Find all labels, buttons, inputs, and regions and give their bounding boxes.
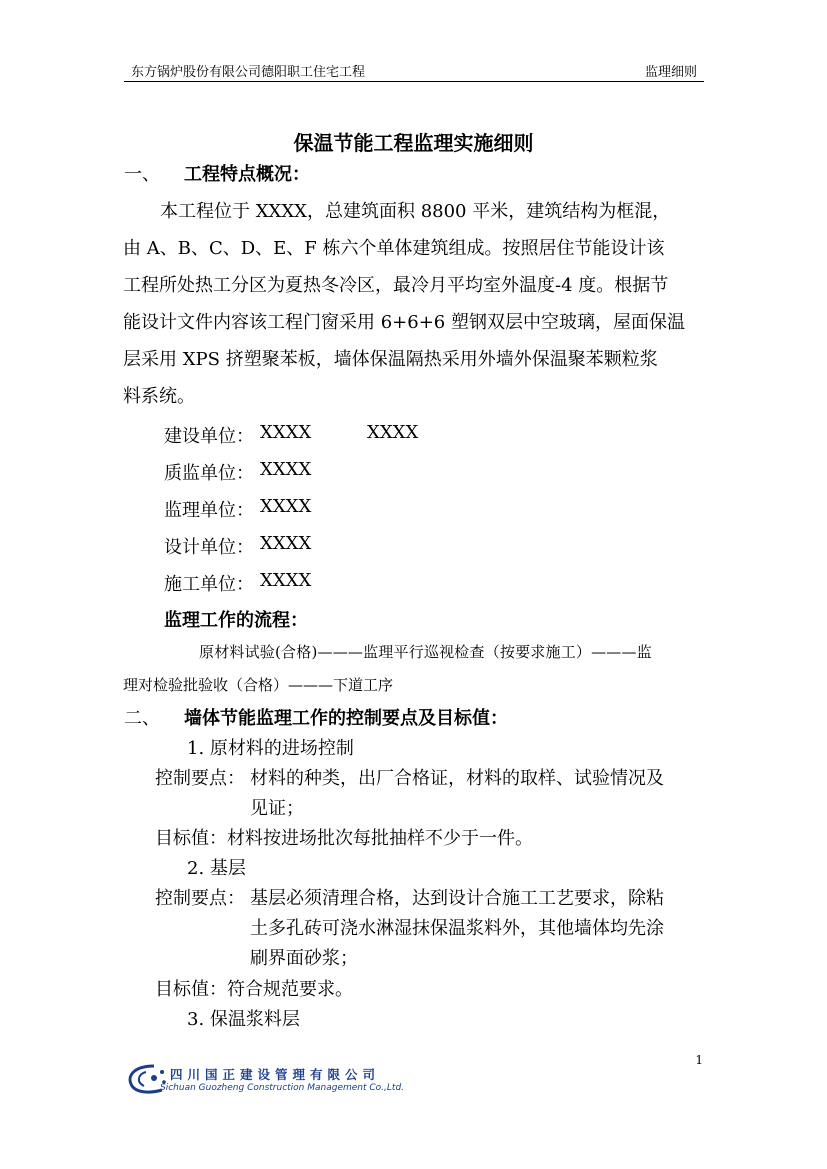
item2-target: 目标值：符合规范要求。: [155, 979, 353, 1000]
unit-value-design: XXXX: [260, 533, 312, 554]
unit-value-supervision: XXXX: [260, 496, 312, 517]
item1-target: 目标值：材料按进场批次每批抽样不少于一件。: [155, 828, 533, 849]
company-name-en: Sichuan Guozheng Construction Management Co.,Ltd.: [160, 1083, 405, 1093]
page-number: 1: [695, 1053, 703, 1067]
unit-value-quality: XXXX: [260, 459, 312, 480]
page-title: 保温节能工程监理实施细则: [293, 131, 534, 155]
flow-heading: 监理工作的流程：: [164, 610, 308, 631]
item2-control-text: 刷界面砂浆；: [250, 948, 358, 969]
item3-title: 3. 保温浆料层: [187, 1009, 300, 1030]
paragraph-line: 由 A、B、C、D、E、F 栋六个单体建筑组成。按照居住节能设计该: [123, 238, 665, 259]
unit-value-builder: XXXX: [260, 570, 312, 591]
unit-value-construction: XXXX: [260, 422, 312, 443]
header-right: 监理细则: [644, 65, 697, 80]
paragraph-line: 层采用 XPS 挤塑聚苯板，墙体保温隔热采用外墙外保温聚苯颗粒浆: [123, 349, 658, 370]
paragraph-line: 料系统。: [123, 386, 195, 407]
section2-heading: 墙体节能监理工作的控制要点及目标值：: [184, 708, 508, 729]
paragraph-line: 能设计文件内容该工程门窗采用 6+6+6 塑钢双层中空玻璃，屋面保温: [123, 312, 685, 333]
item2-control-label: 控制要点：: [155, 888, 245, 909]
item1-control-label: 控制要点：: [155, 768, 245, 789]
unit-label-construction: 建设单位：: [164, 426, 254, 447]
item2-title: 2. 基层: [187, 858, 246, 879]
unit-label-supervision: 监理单位：: [164, 500, 254, 521]
flow-line: 原材料试验(合格)———监理平行巡视检查（按要求施工）———监: [199, 643, 652, 661]
unit-label-quality: 质监单位：: [164, 463, 254, 484]
item1-control-text: 见证；: [250, 798, 304, 819]
section1-heading: 工程特点概况：: [184, 164, 310, 185]
header-divider: [124, 81, 704, 82]
unit-label-design: 设计单位：: [164, 537, 254, 558]
paragraph-line: 本工程位于 XXXX，总建筑面积 8800 平米，建筑结构为框混，: [160, 201, 671, 222]
company-name-cn: 四川国正建设管理有限公司: [170, 1067, 381, 1082]
item2-control-text: 基层必须清理合格，达到设计合施工工艺要求，除粘: [250, 888, 664, 909]
flow-line: 理对检验批验收（合格）———下道工序: [123, 676, 394, 694]
unit-label-builder: 施工单位：: [164, 574, 254, 595]
unit-value-construction-extra: XXXX: [367, 422, 419, 443]
item1-title: 1. 原材料的进场控制: [187, 738, 354, 759]
header-left: 东方锅炉股份有限公司德阳职工住宅工程: [131, 65, 366, 80]
section2-number: 二、: [124, 708, 160, 729]
section1-number: 一、: [124, 164, 160, 185]
item1-control-text: 材料的种类，出厂合格证，材料的取样、试验情况及: [250, 768, 664, 789]
paragraph-line: 工程所处热工分区为夏热冬冷区，最冷月平均室外温度-4 度。根据节: [123, 275, 669, 296]
item2-control-text: 土多孔砖可浇水淋湿抹保温浆料外，其他墙体均先涂: [250, 918, 664, 939]
